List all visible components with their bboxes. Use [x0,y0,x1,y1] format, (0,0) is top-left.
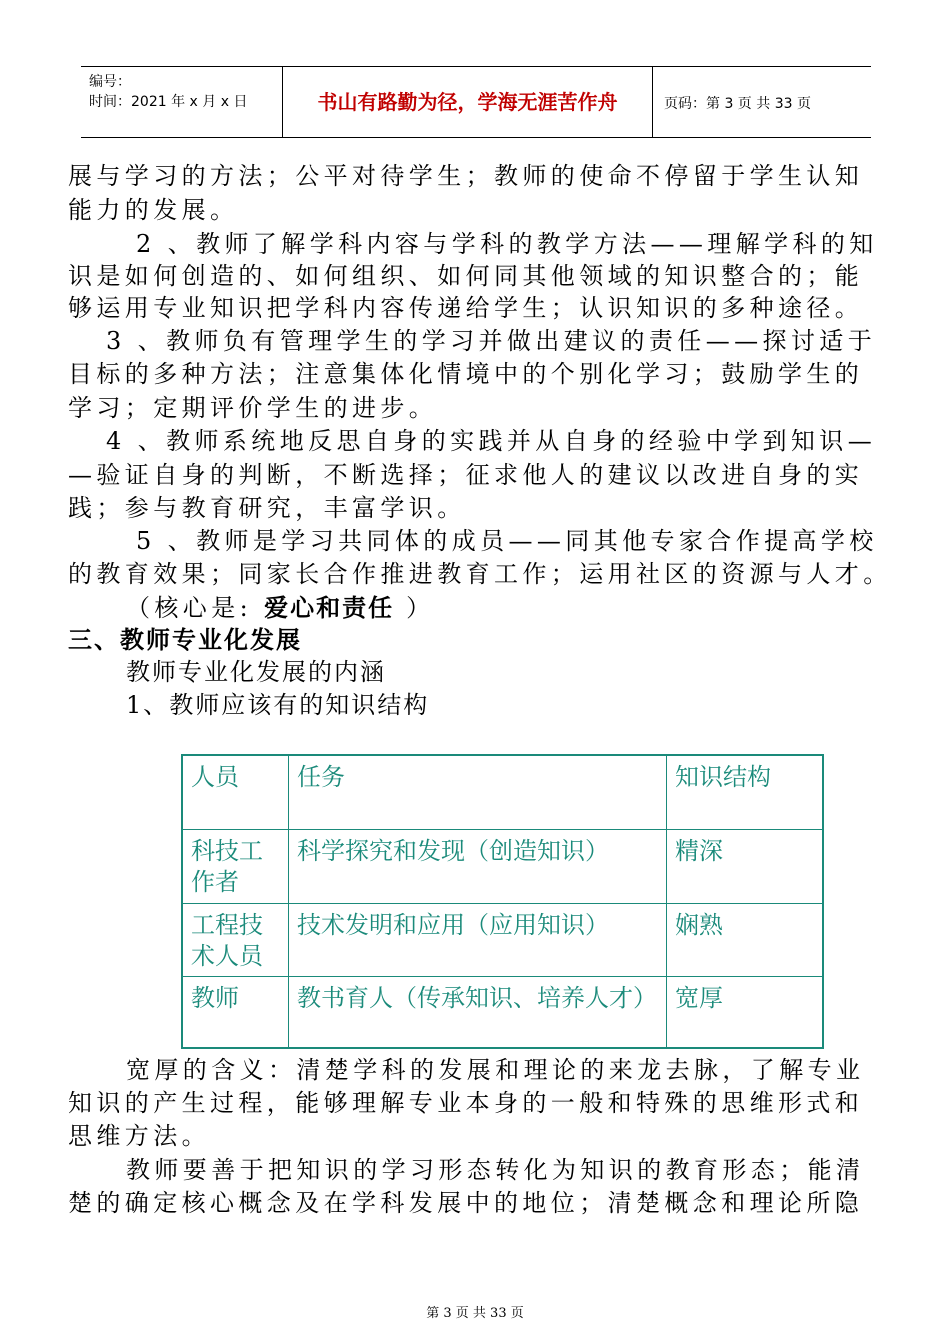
table-row [183,976,822,1047]
core-bold: 爱心和责任 [264,594,395,622]
table-cell: 宽厚 [675,984,723,1012]
table-cell: 娴熟 [675,911,723,939]
core-suffix: ） [406,594,435,622]
body-line: 展与学习的方法；公平对待学生；教师的使命不停留于学生认知 [68,162,864,190]
header-date-label: 时间：2021 年 x 月 x 日 [89,94,248,110]
table-cell: 科技工作者 [183,830,289,903]
table-header-cell: 人员 [183,756,289,829]
header-number-label: 编号： [89,74,131,90]
body-line: 能力的发展。 [68,196,239,224]
body-line: 知识的产生过程，能够理解专业本身的一般和特殊的思维形式和 [68,1089,864,1117]
core-note [126,592,435,624]
core-prefix: （核心是: [126,594,253,622]
knowledge-table [181,754,824,1049]
header-meta [81,67,281,137]
body-line: 2 、教师了解学科内容与学科的教学方法——理解学科的知 [136,230,878,258]
table-header-cell: 任务 [289,756,667,829]
body-line: 的教育效果；同家长合作推进教育工作；运用社区的资源与人才。 [68,560,892,588]
body-line: 楚的确定核心概念及在学科发展中的地位；清楚概念和理论所隐 [68,1189,864,1217]
header-page-info: 页码：第 3 页 共 33 页 [664,96,811,112]
page-footer: 第 3 页 共 33 页 [426,1306,524,1321]
table-cell: 教师 [183,977,289,1047]
section-heading: 三、教师专业化发展 [68,626,302,654]
table-cell: 精深 [675,837,723,865]
body-line: 思维方法。 [68,1122,210,1150]
page-header [81,66,871,138]
table-row [183,903,822,976]
table-cell: 教书育人（传承知识、培养人才） [289,977,667,1047]
table-row [183,829,822,903]
table-cell: 工程技术人员 [183,904,289,976]
body-line: 宽厚的含义：清楚学科的发展和理论的来龙去脉，了解专业 [126,1056,865,1084]
body-line: 践；参与教育研究，丰富学识。 [68,494,466,522]
table-header-cell: 知识结构 [675,763,771,791]
item-1: 1、教师应该有的知识结构 [126,691,430,719]
body-line: 5 、教师是学习共同体的成员——同其他专家合作提高学校 [136,527,878,555]
table-header-row [183,756,822,829]
body-line: 学习；定期评价学生的进步。 [68,394,438,422]
body-line: 识是如何创造的、如何组织、如何同其他领域的知识整合的；能 [68,262,864,290]
table-cell: 科学探究和发现（创造知识） [289,830,667,903]
body-line: —验证自身的判断，不断选择；征求他人的建议以改进自身的实 [68,461,864,489]
body-line: 够运用专业知识把学科内容传递给学生；认识知识的多种途径。 [68,294,864,322]
subheading: 教师专业化发展的内涵 [126,658,386,686]
body-line: 教师要善于把知识的学习形态转化为知识的教育形态；能清 [126,1156,865,1184]
body-line: 4 、教师系统地反思自身的实践并从自身的经验中学到知识— [106,427,877,455]
table-cell: 技术发明和应用（应用知识） [289,904,667,976]
body-line: 目标的多种方法；注意集体化情境中的个别化学习；鼓励学生的 [68,360,864,388]
body-line: 3 、教师负有管理学生的学习并做出建议的责任——探讨适于 [106,327,877,355]
header-motto: 书山有路勤为径，学海无涯苦作舟 [282,67,653,137]
